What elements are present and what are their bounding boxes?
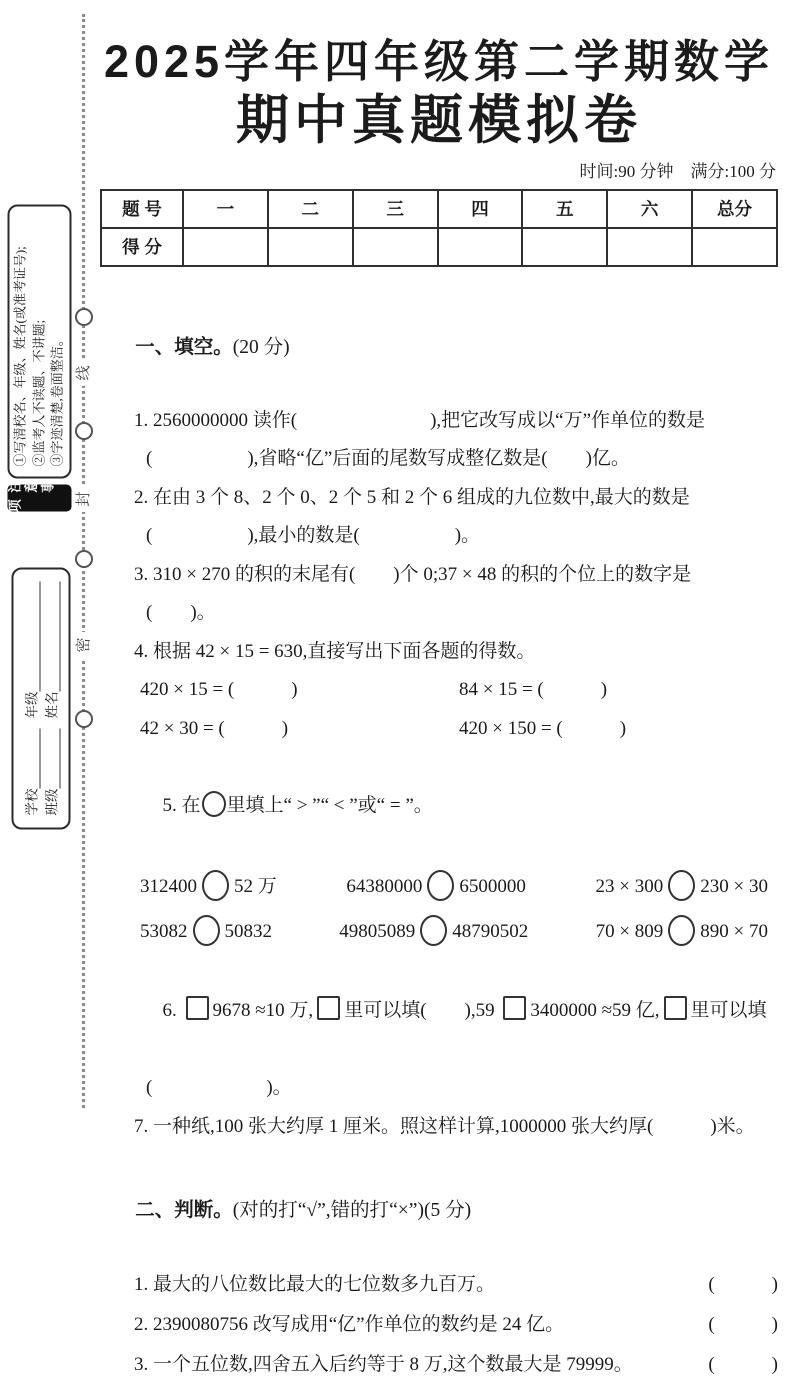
main-content xyxy=(100,0,778,1385)
answer-bracket[interactable]: ( ) xyxy=(708,1314,778,1336)
fill-q1-line1: 1. 2560000000 读作( ),把它改写成以“万”作单位的数是 xyxy=(134,409,706,431)
section2-heading xyxy=(106,1156,778,1265)
compare-right: 48790502 xyxy=(452,920,529,942)
score-col-4: 四 xyxy=(438,190,523,228)
score-cell[interactable] xyxy=(438,228,523,266)
section1-heading xyxy=(106,293,778,402)
fill-q5-row2 xyxy=(100,909,778,954)
score-cell[interactable] xyxy=(522,228,607,266)
compare-left: 64380000 xyxy=(346,875,423,897)
class-label: 班级 xyxy=(44,788,60,816)
score-cell[interactable] xyxy=(183,228,268,266)
compare-right: 6500000 xyxy=(459,875,526,897)
judge-text: 1. 最大的八位数比最大的七位数多九百万。 xyxy=(134,1274,496,1296)
student-info-row-2 xyxy=(41,582,61,816)
compare-pair xyxy=(140,864,277,909)
fill-q6-seg3: 里可以填( ),59 xyxy=(344,1000,500,1022)
section1-heading-note: (20 分) xyxy=(232,336,290,358)
score-col-5: 五 xyxy=(522,190,607,228)
seal-char-mi: 密 xyxy=(71,632,97,658)
seal-char-xian: 线 xyxy=(71,360,97,386)
score-col-label: 题 号 xyxy=(101,190,183,228)
digit-blank-box[interactable] xyxy=(317,996,340,1020)
student-info-box xyxy=(12,568,71,830)
compare-left: 70 × 809 xyxy=(595,920,664,942)
compare-circle-blank[interactable] xyxy=(668,870,695,901)
compare-circle-blank[interactable] xyxy=(427,870,454,901)
fill-q4-eq3: 42 × 30 = ( ) xyxy=(140,717,289,739)
exam-title-line2: 期中真题模拟卷 xyxy=(236,91,642,151)
fill-q3-line1: 3. 310 × 270 的积的末尾有( )个 0;37 × 48 的积的个位上的数字是 xyxy=(134,563,692,585)
score-col-2: 二 xyxy=(268,190,353,228)
fill-q1-line2: ( ),省略“亿”后面的尾数写成整亿数是( )亿。 xyxy=(146,448,630,470)
digit-blank-box[interactable] xyxy=(503,996,526,1020)
judge-text: 3. 一个五位数,四舍五入后约等于 8 万,这个数最大是 79999。 xyxy=(134,1354,633,1376)
compare-left: 49805089 xyxy=(339,920,416,942)
fill-q6-line2: ( )。 xyxy=(146,1077,292,1099)
seal-hole-circle xyxy=(75,308,93,326)
fill-q5-suffix: 里填上“ > ”“ < ”或“ = ”。 xyxy=(226,794,433,816)
digit-blank-box[interactable] xyxy=(664,996,687,1020)
school-label: 学校 xyxy=(24,788,40,816)
fill-q6-seg1: 6. xyxy=(162,1000,182,1022)
student-info-row-1 xyxy=(21,582,41,816)
student-info-assembly xyxy=(12,568,71,830)
compare-pair xyxy=(596,864,768,909)
fill-q5-prefix: 5. 在 xyxy=(162,794,201,816)
fill-q7-line: 7. 一种纸,100 张大约厚 1 厘米。照这样计算,1000000 张大约厚( )米。 xyxy=(134,1115,755,1137)
notice-item-2: ②监考人不读题、不讲题; xyxy=(31,319,47,467)
compare-left: 23 × 300 xyxy=(595,875,664,897)
notice-assembly xyxy=(7,205,72,515)
fill-q2-line1: 2. 在由 3 个 8、2 个 0、2 个 5 和 2 个 6 组成的九位数中,最大的数是 xyxy=(134,486,690,508)
judge-item-1 xyxy=(100,1265,778,1305)
score-row-label: 得 分 xyxy=(101,228,183,266)
name-label: 姓名 xyxy=(44,691,60,719)
score-table-score-row xyxy=(101,228,777,266)
compare-circle-blank[interactable] xyxy=(668,915,695,946)
fill-q5-row1 xyxy=(100,864,778,909)
exam-title-line1: 2025学年四年级第二学期数学 xyxy=(103,36,775,87)
score-col-total: 总分 xyxy=(692,190,777,228)
fill-q6-line1 xyxy=(100,954,778,1070)
compare-right: 52 万 xyxy=(234,875,277,897)
judge-text: 2. 2390080756 改写成用“亿”作单位的数约是 24 亿。 xyxy=(134,1314,565,1336)
compare-right: 50832 xyxy=(224,920,272,942)
judge-item-2 xyxy=(100,1305,778,1345)
grade-label: 年级 xyxy=(24,691,40,719)
fill-q6-seg2: 9678 ≈10 万, xyxy=(212,1000,314,1022)
compare-right: 230 × 30 xyxy=(700,875,768,897)
fill-q3-line2: ( )。 xyxy=(146,602,216,624)
score-col-1: 一 xyxy=(183,190,268,228)
compare-circle-blank[interactable] xyxy=(420,915,447,946)
notice-label: 注意事项 xyxy=(8,485,72,512)
compare-left: 53082 xyxy=(140,920,188,942)
fill-q4-eq2: 84 × 15 = ( ) xyxy=(459,679,608,701)
exam-time-score-meta: 时间:90 分钟 满分:100 分 xyxy=(579,161,776,181)
seal-hole-circle xyxy=(75,710,93,728)
notice-box xyxy=(8,205,72,479)
score-col-3: 三 xyxy=(353,190,438,228)
seal-hole-circle xyxy=(75,422,93,440)
compare-circle-blank[interactable] xyxy=(202,870,229,901)
compare-pair xyxy=(596,909,768,954)
fill-q5-heading xyxy=(100,748,778,864)
fill-q2-line2: ( ),最小的数是( )。 xyxy=(146,525,481,547)
compare-left: 312400 xyxy=(140,875,197,897)
fill-q6-seg5: 里可以填 xyxy=(690,1000,767,1022)
score-cell[interactable] xyxy=(607,228,692,266)
score-cell[interactable] xyxy=(268,228,353,266)
notice-item-3: ③字迹清楚,卷面整洁。 xyxy=(49,333,65,467)
score-cell-total[interactable] xyxy=(692,228,777,266)
seal-hole-circle xyxy=(75,550,93,568)
score-table xyxy=(100,189,778,267)
fill-q4-eq4: 420 × 150 = ( ) xyxy=(459,717,627,739)
compare-circle-example xyxy=(202,791,226,817)
score-col-6: 六 xyxy=(607,190,692,228)
fill-q4-equation-grid xyxy=(100,671,778,748)
digit-blank-box[interactable] xyxy=(186,996,209,1020)
name-blank-line[interactable] xyxy=(45,582,60,692)
class-blank-line[interactable] xyxy=(45,729,60,789)
school-blank-line[interactable] xyxy=(25,729,40,789)
answer-bracket[interactable]: ( ) xyxy=(708,1354,778,1376)
compare-pair xyxy=(339,909,528,954)
notice-item-1: ①写清校名、年级、姓名(或准考证号); xyxy=(12,246,28,467)
answer-bracket[interactable]: ( ) xyxy=(708,1274,778,1296)
section2-heading-main: 二、判断。 xyxy=(135,1199,233,1222)
compare-circle-blank[interactable] xyxy=(193,915,220,946)
compare-pair xyxy=(140,909,272,954)
fill-q4-eq1: 420 × 15 = ( ) xyxy=(140,679,298,701)
section1-heading-main: 一、填空。 xyxy=(135,335,233,358)
seal-char-feng: 封 xyxy=(71,486,97,512)
compare-right: 890 × 70 xyxy=(700,920,768,942)
fill-q4-heading: 4. 根据 42 × 15 = 630,直接写出下面各题的得数。 xyxy=(134,640,536,662)
compare-pair xyxy=(346,864,526,909)
section2-heading-note: (对的打“√”,错的打“×”)(5 分) xyxy=(232,1200,472,1222)
score-table-header-row xyxy=(101,190,777,228)
grade-blank-line[interactable] xyxy=(25,582,40,692)
score-cell[interactable] xyxy=(353,228,438,266)
fill-q6-seg4: 3400000 ≈59 亿, xyxy=(530,1000,660,1022)
judge-item-3 xyxy=(100,1345,778,1385)
